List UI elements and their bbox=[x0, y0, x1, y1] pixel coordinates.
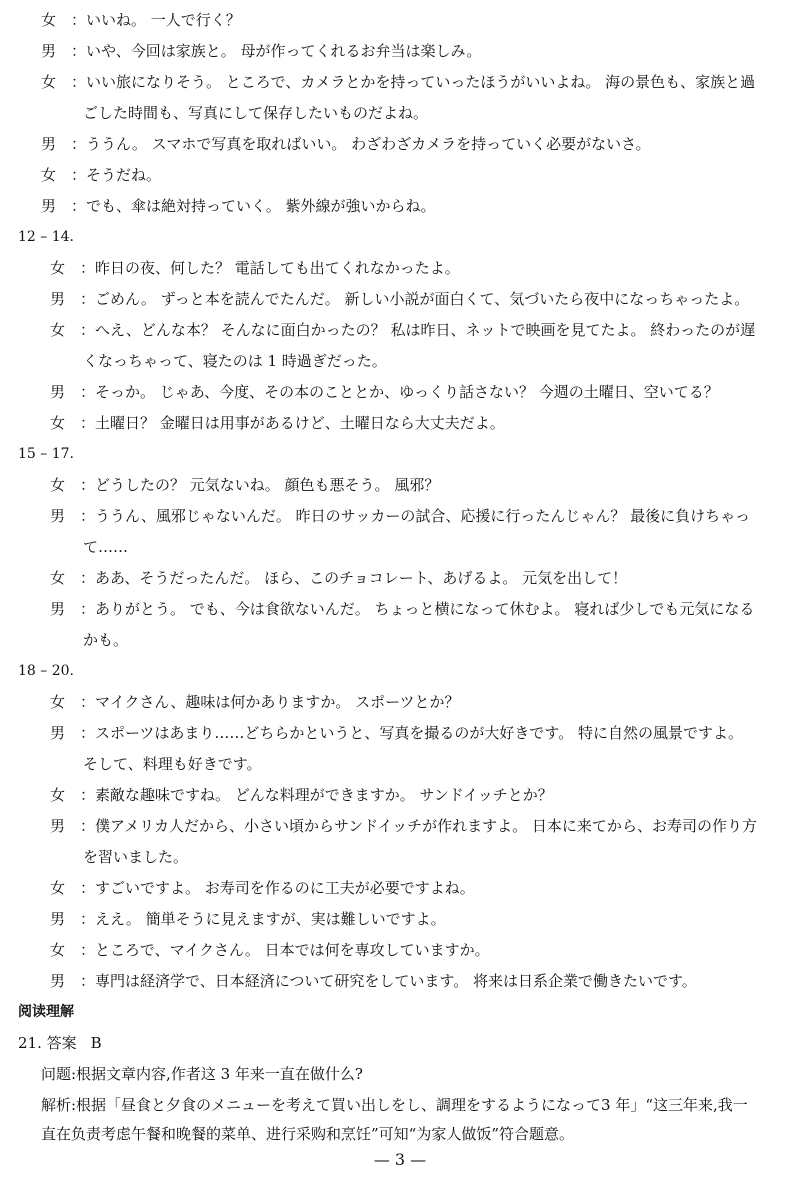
dialogue-continuation: そして、料理も好きです。 bbox=[83, 755, 262, 773]
dialogue-line: 男 ：いや、今回は家族と。 母が作ってくれるお弁当は楽しみ。 bbox=[41, 42, 482, 60]
section-label: 12 – 14. bbox=[18, 229, 74, 245]
dialogue-line: 男 ：ううん、風邪じゃないんだ。 昨日のサッカーの試合、応援に行ったんじゃん？ 最後に負けちゃっ bbox=[50, 507, 751, 525]
answer-value: B bbox=[90, 1034, 102, 1052]
dialogue-line: 女 ：土曜日？ 金曜日は用事があるけど、土曜日なら大丈夫だよ。 bbox=[50, 414, 505, 432]
question-number: 21. 答案 bbox=[18, 1034, 77, 1052]
question-text: 问题:根据文章内容,作者这 3 年来一直在做什么? bbox=[41, 1065, 363, 1083]
dialogue-line: 女 ：昨日の夜、何した？ 電話しても出てくれなかったよ。 bbox=[50, 259, 460, 277]
dialogue-line: 男 ：でも、傘は絶対持っていく。 紫外線が強いからね。 bbox=[41, 197, 436, 215]
section-label: 15 – 17. bbox=[18, 446, 74, 462]
dialogue-line: 女 ：そうだね。 bbox=[41, 166, 162, 184]
dialogue-line: 女 ：素敵な趣味ですね。 どんな料理ができますか。 サンドイッチとか？ bbox=[50, 786, 553, 804]
dialogue-line: 男 ：そっか。 じゃあ、今度、その本のこととか、ゆっくり話さない？ 今週の土曜日、空いてる？ bbox=[50, 383, 719, 401]
dialogue-line: 女 ：すごいですよ。 お寿司を作るのに工夫が必要ですよね。 bbox=[50, 879, 475, 897]
dialogue-line: 男 ：スポーツはあまり……どちらかというと、写真を撮るのが大好きです。 特に自然の風景ですよ。 bbox=[50, 724, 743, 742]
dialogue-continuation: くなっちゃって、寝たのは 1 時過ぎだった。 bbox=[83, 352, 387, 370]
dialogue-line: 男 ：ううん。 スマホで写真を取ればいい。 わざわざカメラを持っていく必要がないさ。 bbox=[41, 135, 651, 153]
dialogue-line: 女 ：ところで、マイクさん。 日本では何を専攻していますか。 bbox=[50, 941, 490, 959]
section-heading: 阅读理解 bbox=[18, 1004, 74, 1020]
dialogue-continuation: て…… bbox=[83, 538, 129, 556]
dialogue-line: 女 ：へえ、どんな本？ そんなに面白かったの？ 私は昨日、ネットで映画を見てたよ。 終わったのが遅 bbox=[50, 321, 756, 339]
dialogue-line: 男 ：ごめん。 ずっと本を読んでたんだ。 新しい小説が面白くて、気づいたら夜中になっちゃったよ。 bbox=[50, 290, 750, 308]
dialogue-line: 男 ：ええ。 簡単そうに見えますが、実は難しいですよ。 bbox=[50, 910, 446, 928]
dialogue-continuation: かも。 bbox=[83, 631, 129, 649]
page-number: — 3 — bbox=[373, 1150, 427, 1169]
dialogue-line: 女 ：いいね。 一人で行く？ bbox=[41, 11, 241, 29]
dialogue-continuation: ごした時間も、写真にして保存したいものだよね。 bbox=[83, 104, 429, 122]
dialogue-line: 男 ：ありがとう。 でも、今は食欲ないんだ。 ちょっと横になって休むよ。 寝れば少しでも元気になる bbox=[50, 600, 755, 618]
section-label: 18 – 20. bbox=[18, 663, 74, 679]
dialogue-line: 女 ：ああ、そうだったんだ。 ほら、このチョコレート、あげるよ。 元気を出して！ bbox=[50, 569, 628, 587]
dialogue-continuation: を習いました。 bbox=[83, 848, 189, 866]
dialogue-line: 女 ：マイクさん、趣味は何かありますか。 スポーツとか？ bbox=[50, 693, 460, 711]
answer-line bbox=[18, 1033, 102, 1053]
dialogue-line: 女 ：いい旅になりそう。 ところで、カメラとかを持っていったほうがいいよね。 海の景色も、家族と過 bbox=[41, 73, 756, 91]
dialogue-line: 男 ：専門は経済学で、日本経済について研究をしています。 将来は日系企業で働きたいです。 bbox=[50, 972, 697, 990]
dialogue-line: 女 ：どうしたの？ 元気ないね。 顔色も悪そう。 風邪？ bbox=[50, 476, 440, 494]
dialogue-line: 男 ：僕アメリカ人だから、小さい頃からサンドイッチが作れますよ。 日本に来てから、お寿司の作り方 bbox=[50, 817, 757, 835]
analysis-text: 解析:根据「昼食と夕食のメニューを考えて買い出しをし、調理をするようになって3 年」“这三年来,我一 bbox=[41, 1096, 748, 1114]
analysis-text: 直在负责考虑午餐和晚餐的菜单、进行采购和烹饪”可知“为家人做饭”符合题意。 bbox=[41, 1125, 575, 1143]
